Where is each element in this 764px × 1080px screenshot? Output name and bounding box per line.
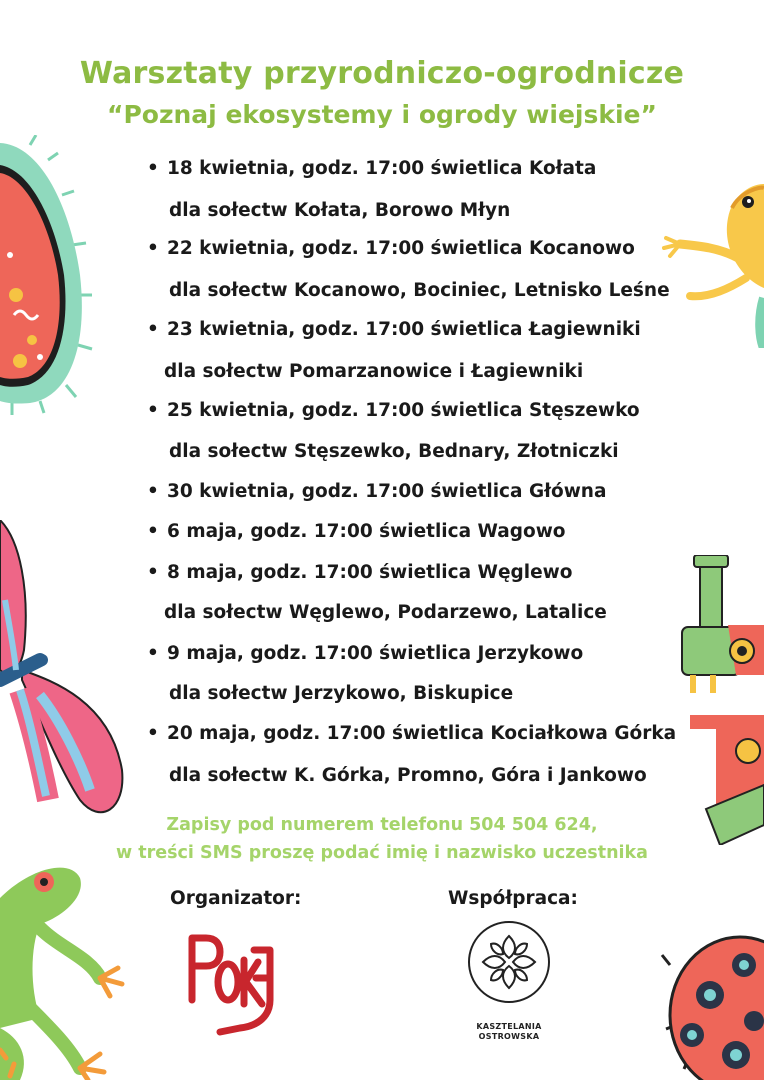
ladybug-illustration — [660, 925, 764, 1080]
schedule-item: • 30 kwietnia, godz. 17:00 świetlica Główna — [147, 481, 607, 502]
schedule-item-sub: dla sołectw Węglewo, Podarzewo, Latalice — [164, 602, 607, 623]
schedule-item-sub: dla sołectw Kołata, Borowo Młyn — [169, 200, 511, 221]
schedule-item: • 23 kwietnia, godz. 17:00 świetlica Łagiewniki — [147, 319, 641, 340]
partner-logo — [467, 920, 551, 1004]
microscope-illustration — [676, 555, 764, 845]
lizard-illustration — [650, 178, 764, 348]
bacteria-illustration — [0, 135, 100, 415]
schedule-item: • 9 maja, godz. 17:00 świetlica Jerzykowo — [147, 643, 584, 664]
schedule-item: • 8 maja, godz. 17:00 świetlica Węglewo — [147, 562, 573, 583]
schedule-item-sub: dla sołectw Pomarzanowice i Łagiewniki — [164, 361, 584, 382]
schedule-item: • 22 kwietnia, godz. 17:00 świetlica Kocanowo — [147, 238, 635, 259]
signup-line-1: Zapisy pod numerem telefonu 504 504 624, — [166, 815, 598, 835]
schedule-item: • 25 kwietnia, godz. 17:00 świetlica Stęszewko — [147, 400, 640, 421]
organizer-logo — [184, 930, 276, 1036]
schedule-item-sub: dla sołectw Kocanowo, Bociniec, Letnisko Leśne — [169, 280, 670, 301]
schedule-item-sub: dla sołectw Jerzykowo, Biskupice — [169, 683, 514, 704]
organizer-label: Organizator: — [170, 888, 302, 909]
schedule-item: • 20 maja, godz. 17:00 świetlica Kociałkowa Górka — [147, 723, 677, 744]
dragonfly-illustration — [0, 520, 130, 830]
page-title: Warsztaty przyrodniczo-ogrodnicze — [79, 56, 685, 91]
partner-logo-line-1: KASZTELANIA — [476, 1022, 542, 1031]
schedule-item-sub: dla sołectw K. Górka, Promno, Góra i Jankowo — [169, 765, 647, 786]
schedule-item-sub: dla sołectw Stęszewko, Bednary, Złotniczki — [169, 441, 619, 462]
partner-logo-line-2: OSTROWSKA — [478, 1032, 540, 1041]
partner-label: Współpraca: — [448, 888, 578, 909]
signup-line-2: w treści SMS proszę podać imię i nazwisko uczestnika — [116, 843, 648, 863]
schedule-item: • 18 kwietnia, godz. 17:00 świetlica Kołata — [147, 158, 597, 179]
frog-illustration — [0, 858, 130, 1080]
page-subtitle: “Poznaj ekosystemy i ogrody wiejskie” — [107, 100, 657, 129]
schedule-item: • 6 maja, godz. 17:00 świetlica Wagowo — [147, 521, 566, 542]
partner-logo-caption — [464, 1022, 554, 1042]
